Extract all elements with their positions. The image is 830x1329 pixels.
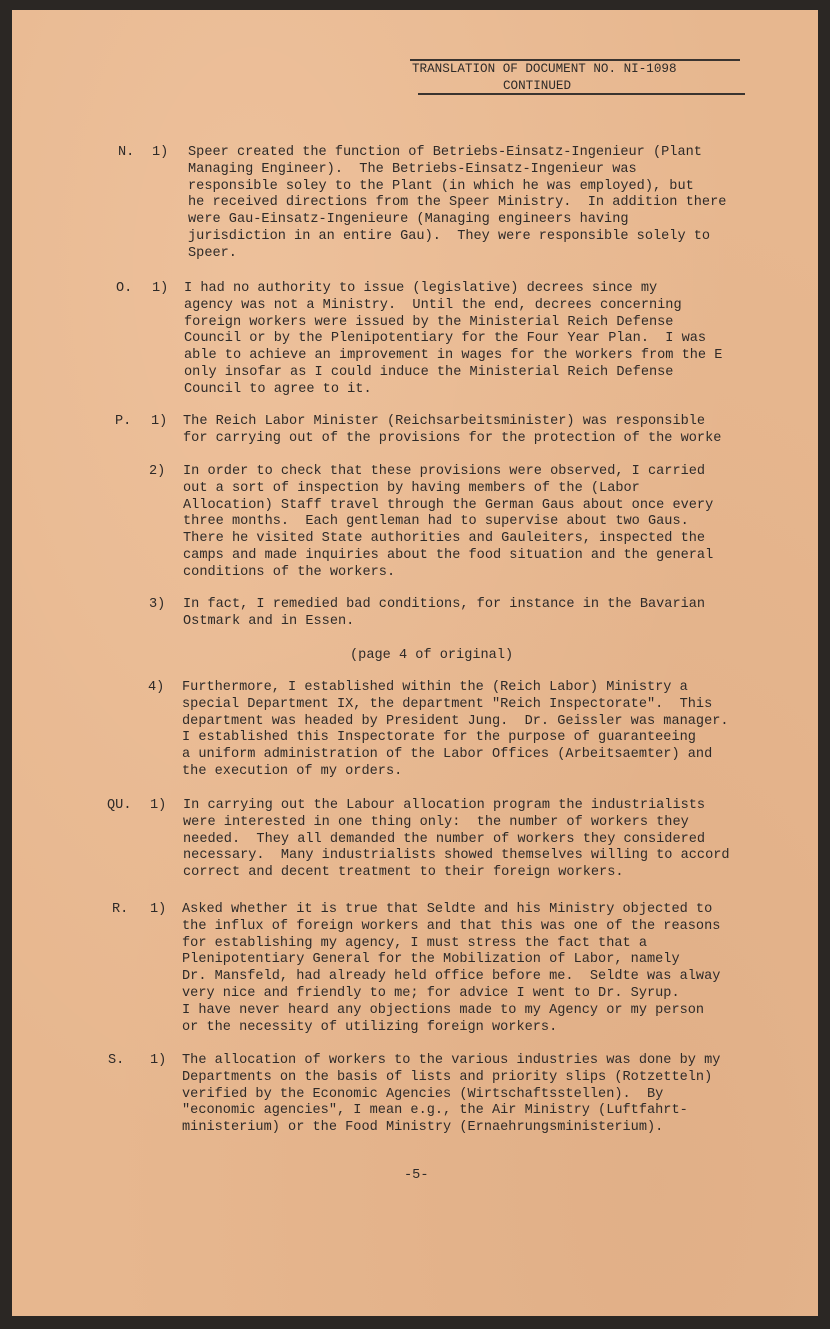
paragraph-number: 1) xyxy=(150,902,167,917)
paragraph-body xyxy=(183,414,721,448)
paragraph-section-label: QU. xyxy=(107,798,132,813)
paragraph-body xyxy=(184,281,722,399)
paragraph-section-label: N. xyxy=(118,145,135,160)
text-line: needed. They all demanded the number of workers they considered xyxy=(183,831,706,847)
paragraph-body xyxy=(183,798,730,882)
text-line: Speer. xyxy=(188,245,237,261)
text-line: Asked whether it is true that Seldte and his Ministry objected to xyxy=(182,902,713,917)
text-line: able to achieve an improvement in wages for the workers from the E xyxy=(184,348,723,364)
text-line: Plenipotentiary General for the Mobilization of Labor, namely xyxy=(182,952,680,968)
paragraph-body xyxy=(183,597,705,631)
text-line: very nice and friendly to me; for advice I went to Dr. Syrup. xyxy=(182,985,680,1001)
text-line: In order to check that these provisions were observed, I carried xyxy=(183,464,706,479)
text-line: necessary. Many industrialists showed themselves willing to accord xyxy=(183,848,730,864)
text-line: he received directions from the Speer Ministry. In addition there xyxy=(188,195,727,211)
text-line: the influx of foreign workers and that this was one of the reasons xyxy=(182,918,721,934)
text-line: Speer created the function of Betriebs-Einsatz-Ingenieur (Plant xyxy=(188,145,702,160)
paragraph-body xyxy=(182,1053,720,1137)
paragraph-section-label: R. xyxy=(112,902,129,917)
text-line: or the necessity of utilizing foreign workers. xyxy=(182,1019,558,1035)
text-line: "economic agencies", I mean e.g., the Air Ministry (Luftfahrt- xyxy=(182,1103,688,1119)
text-line: In fact, I remedied bad conditions, for instance in the Bavarian xyxy=(183,597,706,612)
paragraph-number: 1) xyxy=(150,798,167,813)
text-line: for establishing my agency, I must stress the fact that a xyxy=(182,935,647,951)
text-line: The Reich Labor Minister (Reichsarbeitsminister) was responsible xyxy=(183,414,706,429)
text-line: Ostmark and in Essen. xyxy=(183,613,355,629)
paragraph-body xyxy=(188,145,726,263)
text-line: were interested in one thing only: the number of workers they xyxy=(183,814,689,830)
text-line: Departments on the basis of lists and priority slips (Rotzetteln) xyxy=(182,1069,713,1085)
text-line: three months. Each gentleman had to supervise about two Gaus. xyxy=(183,514,689,530)
text-line: department was headed by President Jung. Dr. Geissler was manager. xyxy=(182,713,729,729)
document-continued: CONTINUED xyxy=(503,79,572,93)
text-line: out a sort of inspection by having members of the (Labor xyxy=(183,480,640,496)
paragraph-number: 1) xyxy=(152,281,169,296)
text-line: Council to agree to it. xyxy=(184,381,372,397)
text-line: correct and decent treatment to their foreign workers. xyxy=(183,865,624,881)
text-line: the execution of my orders. xyxy=(182,763,403,779)
text-line: camps and made inquiries about the food situation and the general xyxy=(183,547,714,563)
page-number: -5- xyxy=(404,1168,429,1183)
text-line: only insofar as I could induce the Ministerial Reich Defense xyxy=(184,364,674,380)
paragraph-section-label: O. xyxy=(116,281,133,296)
text-line: conditions of the workers. xyxy=(183,564,396,580)
text-line: verified by the Economic Agencies (Wirtschaftsstellen). By xyxy=(182,1086,664,1102)
paragraph-number: 2) xyxy=(149,464,166,479)
paragraph-body xyxy=(183,464,713,582)
text-line: Managing Engineer). The Betriebs-Einsatz-Ingenieur was xyxy=(188,161,637,177)
page-note: (page 4 of original) xyxy=(350,648,514,663)
text-line: Dr. Mansfeld, had already held office before me. Seldte was alway xyxy=(182,969,721,985)
text-line: responsible soley to the Plant (in which he was employed), but xyxy=(188,178,694,194)
text-line: ministerium) or the Food Ministry (Ernaehrungsministerium). xyxy=(182,1120,664,1136)
paragraph-number: 1) xyxy=(150,1053,167,1068)
paragraph-number: 1) xyxy=(151,414,168,429)
paragraph-number: 1) xyxy=(152,145,169,160)
text-line: were Gau-Einsatz-Ingenieure (Managing engineers having xyxy=(188,212,629,228)
paragraph-number: 3) xyxy=(149,597,166,612)
paragraph-body xyxy=(182,902,720,1036)
text-line: I had no authority to issue (legislative) decrees since my xyxy=(184,281,658,296)
text-line: jurisdiction in an entire Gau). They were responsible solely to xyxy=(188,228,711,244)
text-line: agency was not a Ministry. Until the end, decrees concerning xyxy=(184,297,682,313)
text-line: Council or by the Plenipotentiary for the Four Year Plan. I was xyxy=(184,331,707,347)
paragraph-section-label: P. xyxy=(115,414,132,429)
paragraph-body xyxy=(182,680,729,781)
text-line: I established this Inspectorate for the purpose of guaranteeing xyxy=(182,730,696,746)
text-line: a uniform administration of the Labor Offices (Arbeitsaemter) and xyxy=(182,747,713,763)
text-line: foreign workers were issued by the Ministerial Reich Defense xyxy=(184,314,674,330)
text-line: special Department IX, the department "Reich Inspectorate". This xyxy=(182,696,713,712)
paragraph-number: 4) xyxy=(148,680,165,695)
text-line: In carrying out the Labour allocation program the industrialists xyxy=(183,798,706,813)
text-line: There he visited State authorities and Gauleiters, inspected the xyxy=(183,531,706,547)
text-line: Furthermore, I established within the (Reich Labor) Ministry a xyxy=(182,680,688,695)
text-line: Allocation) Staff travel through the German Gaus about once every xyxy=(183,497,714,513)
document-title: TRANSLATION OF DOCUMENT NO. NI-1098 xyxy=(412,62,677,76)
text-line: The allocation of workers to the various industries was done by my xyxy=(182,1053,721,1068)
text-line: I have never heard any objections made to my Agency or my person xyxy=(182,1002,705,1018)
header-bottom-rule xyxy=(418,93,745,95)
paragraph-section-label: S. xyxy=(108,1053,125,1068)
text-line: for carrying out of the provisions for the protection of the worke xyxy=(183,430,722,446)
